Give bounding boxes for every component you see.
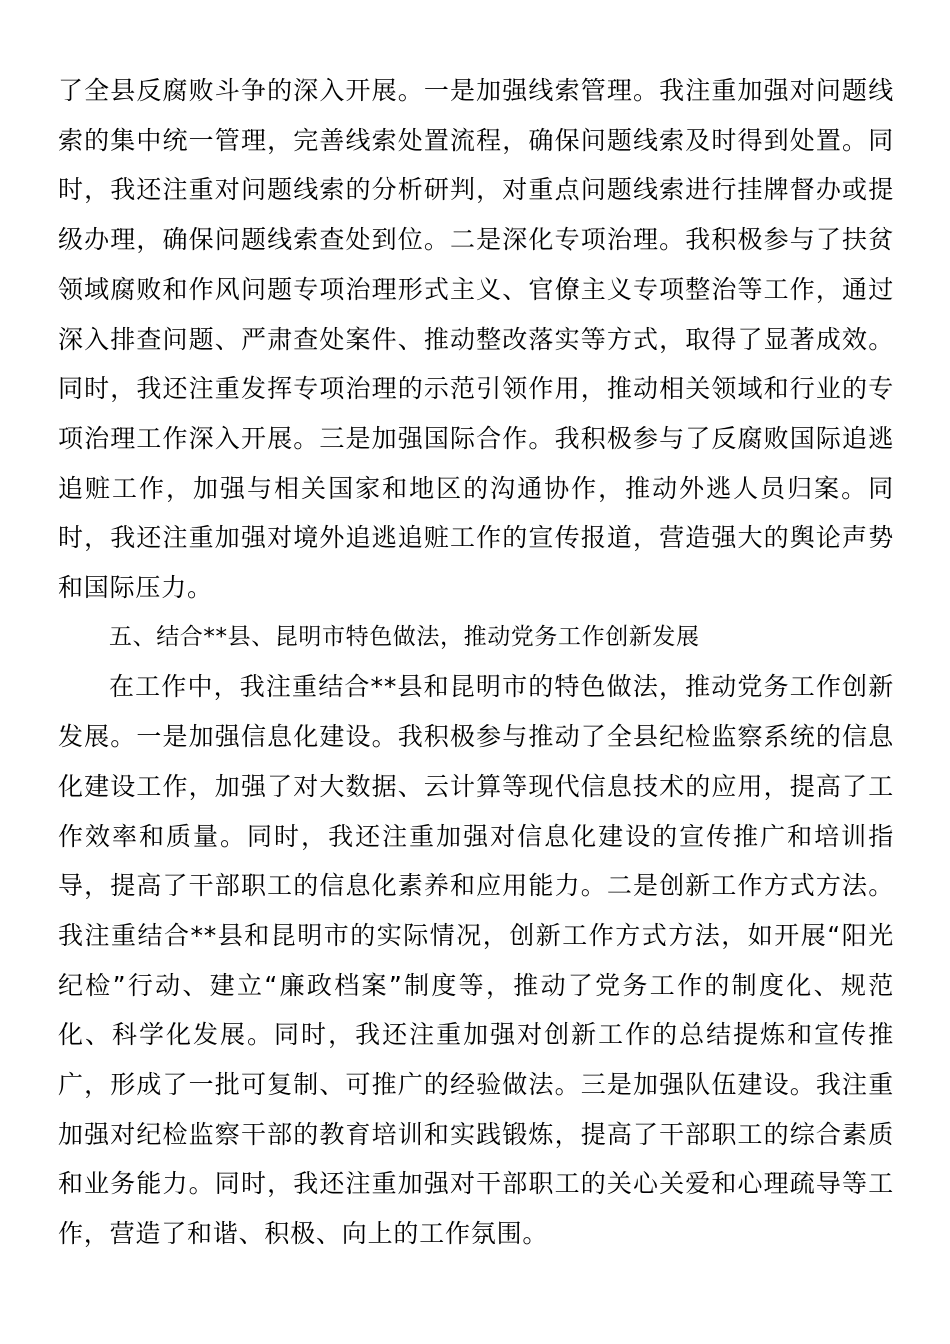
document-page [58, 66, 894, 1259]
body-paragraph-innovation: 在工作中，我注重结合**县和昆明市的特色做法，推动党务工作创新发展。一是加强信息化建设。我积极参与推动了全县纪检监察系统的信息化建设工作，加强了对大数据、云计算等现代信息技术的应用，提高了工作效率和质量。同时，我还注重加强对信息化建设的宣传推广和培训指导，提高了干部职工的信息化素养和应用能力。二是创新工作方式方法。我注重结合**县和昆明市的实际情况，创新工作方式方法，如开展“阳光纪检”行动、建立“廉政档案”制度等，推动了党务工作的制度化、规范化、科学化发展。同时，我还注重加强对创新工作的总结提炼和宣传推广，形成了一批可复制、可推广的经验做法。三是加强队伍建设。我注重加强对纪检监察干部的教育培训和实践锻炼，提高了干部职工的综合素质和业务能力。同时，我还注重加强对干部职工的关心关爱和心理疏导等工作，营造了和谐、积极、向上的工作氛围。 [58, 672, 894, 1249]
section-heading-five: 五、结合**县、昆明市特色做法，推动党务工作创新发展 [109, 623, 700, 650]
body-paragraph-anti-corruption: 了全县反腐败斗争的深入开展。一是加强线索管理。我注重加强对问题线索的集中统一管理，完善线索处置流程，确保问题线索及时得到处置。同时，我还注重对问题线索的分析研判，对重点问题线索进行挂牌督办或提级办理，确保问题线索查处到位。二是深化专项治理。我积极参与了扶贫领域腐败和作风问题专项治理形式主义、官僚主义专项整治等工作，通过深入排查问题、严肃查处案件、推动整改落实等方式，取得了显著成效。同时，我还注重发挥专项治理的示范引领作用，推动相关领域和行业的专项治理工作深入开展。三是加强国际合作。我积极参与了反腐败国际追逃追赃工作，加强与相关国家和地区的沟通协作，推动外逃人员归案。同时，我还注重加强对境外追逃追赃工作的宣传报道，营造强大的舆论声势和国际压力。 [58, 76, 894, 603]
